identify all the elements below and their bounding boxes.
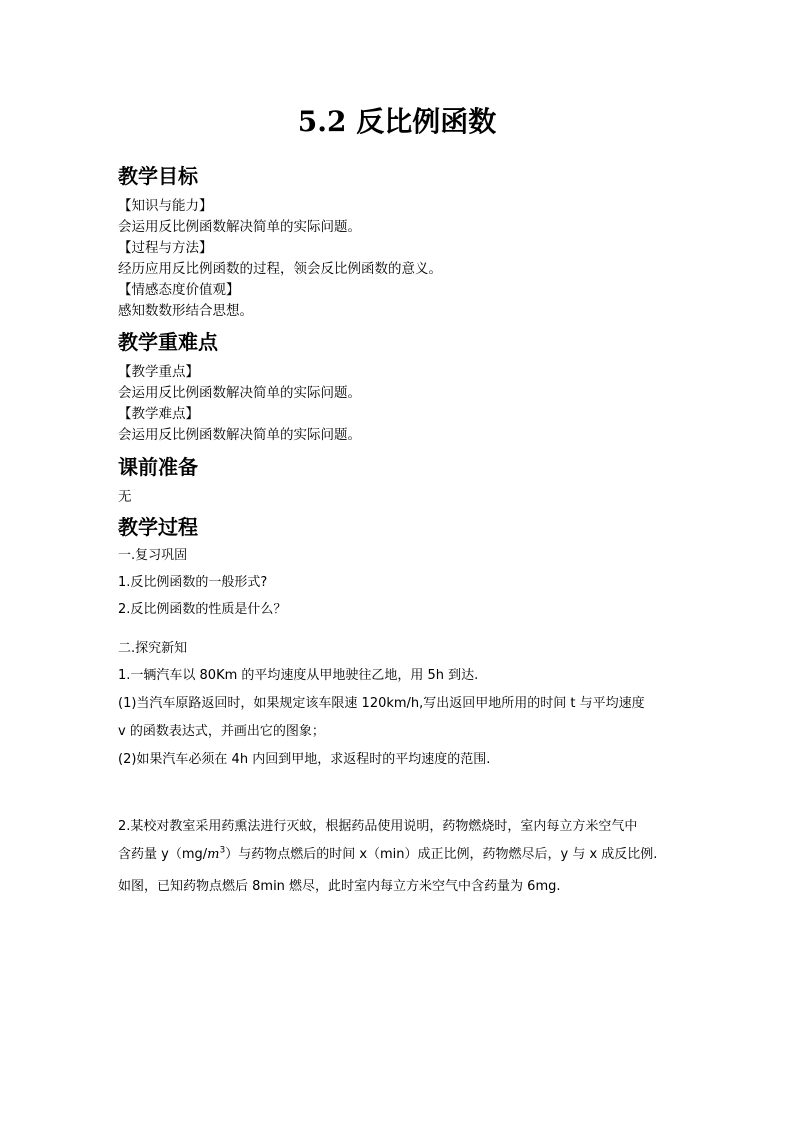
- problem-1-part-2: (2)如果汽车必须在 4h 内回到甲地，求返程时的平均速度的范围.: [118, 752, 491, 767]
- subheading-process-method: 【过程与方法】: [118, 240, 213, 256]
- subheading-difficulty: 【教学难点】: [118, 406, 199, 422]
- text-line: 无: [118, 489, 132, 505]
- problem-2-text-before-unit: 含药量 y（mg/: [118, 847, 208, 862]
- review-question-2: 2.反比例函数的性质是什么？: [118, 602, 287, 617]
- section-heading-process: 教学过程: [118, 515, 198, 539]
- problem-2-text-after-unit: ）与药物点燃后的时间 x（min）成正比例，药物燃尽后，y 与 x 成反比例.: [225, 847, 658, 862]
- page-title: 5.2 反比例函数: [297, 105, 497, 138]
- text-line: 会运用反比例函数解决简单的实际问题。: [118, 427, 361, 443]
- problem-1-part-1-continued: v 的函数表达式，并画出它的图象；: [118, 724, 325, 739]
- problem-1-part-1: (1)当汽车原路返回时，如果规定该车限速 120km/h,写出返回甲地所用的时间 t 与平均速度: [118, 696, 645, 711]
- subheading-knowledge: 【知识与能力】: [118, 198, 213, 214]
- text-line: 感知数数形结合思想。: [118, 303, 253, 319]
- unit-exponent: 3: [219, 845, 226, 856]
- problem-2-line-2: [118, 843, 657, 862]
- subheading-attitude: 【情感态度价值观】: [118, 282, 240, 298]
- explore-heading: 二.探究新知: [118, 641, 188, 656]
- problem-2-line-3: 如图，已知药物点燃后 8min 燃尽，此时室内每立方米空气中含药量为 6mg.: [118, 879, 561, 894]
- subheading-key-point: 【教学重点】: [118, 364, 199, 380]
- problem-1-text: 1.一辆汽车以 80Km 的平均速度从甲地驶往乙地，用 5h 到达.: [118, 668, 479, 683]
- review-heading: 一.复习巩固: [118, 548, 188, 563]
- text-line: 会运用反比例函数解决简单的实际问题。: [118, 219, 361, 235]
- problem-2-line-1: 2.某校对教室采用药熏法进行灭蚊，根据药品使用说明，药物燃烧时，室内每立方米空气中: [118, 819, 638, 834]
- review-question-1: 1.反比例函数的一般形式?: [118, 575, 268, 590]
- section-heading-objectives: 教学目标: [118, 164, 198, 188]
- section-heading-key-points: 教学重难点: [118, 330, 218, 354]
- text-line: 会运用反比例函数解决简单的实际问题。: [118, 385, 361, 401]
- unit-meter: m: [207, 847, 220, 862]
- section-heading-preparation: 课前准备: [118, 455, 198, 479]
- text-line: 经历应用反比例函数的过程，领会反比例函数的意义。: [118, 261, 442, 277]
